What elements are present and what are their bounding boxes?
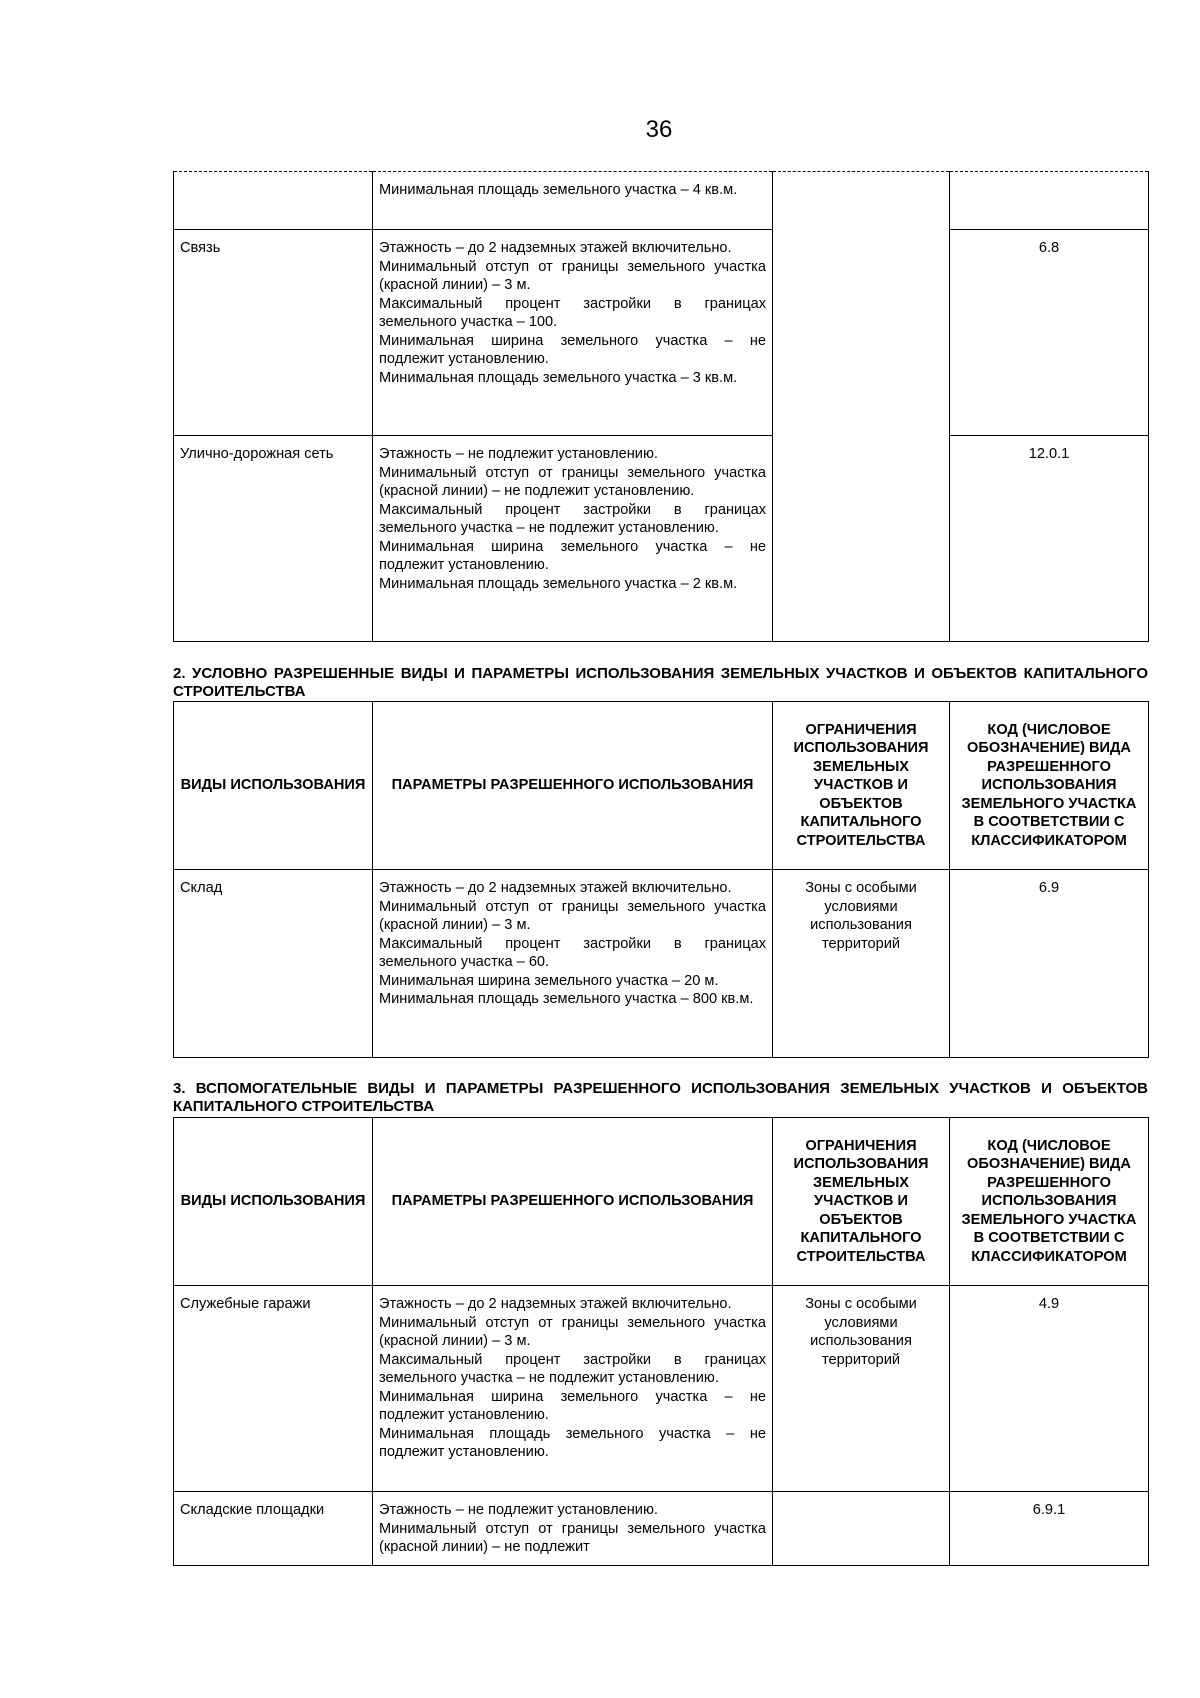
table-row	[174, 1286, 1149, 1492]
use-name-cell	[174, 172, 373, 230]
section-2-title: 2. УСЛОВНО РАЗРЕШЕННЫЕ ВИДЫ И ПАРАМЕТРЫ ИСПОЛЬЗОВАНИЯ ЗЕМЕЛЬНЫХ УЧАСТКОВ И ОБЪЕКТОВ КАПИТАЛЬНОГО СТРОИТЕЛЬСТВА	[173, 665, 1148, 700]
use-name-cell: Складские площадки	[174, 1492, 373, 1566]
param-line: Этажность – не подлежит установлению.	[379, 1502, 658, 1518]
table-row	[174, 436, 1149, 642]
param-line: Минимальная площадь земельного участка – не подлежит установлению.	[379, 1425, 766, 1460]
table-header-row	[174, 702, 1149, 870]
params-cell	[373, 230, 773, 436]
param-line: Минимальный отступ от границы земельного участка (красной линии) – 3 м.	[379, 258, 766, 293]
header-restrictions: ОГРАНИЧЕНИЯ ИСПОЛЬЗОВАНИЯ ЗЕМЕЛЬНЫХ УЧАСТКОВ И ОБЪЕКТОВ КАПИТАЛЬНОГО СТРОИТЕЛЬСТВА	[773, 702, 950, 870]
table-row	[174, 172, 1149, 230]
param-line: Минимальная площадь земельного участка – 3 кв.м.	[379, 369, 738, 386]
auxiliary-uses-table	[173, 1117, 1149, 1566]
table-row	[174, 1492, 1149, 1566]
section-3-title: 3. ВСПОМОГАТЕЛЬНЫЕ ВИДЫ И ПАРАМЕТРЫ РАЗРЕШЕННОГО ИСПОЛЬЗОВАНИЯ ЗЕМЕЛЬНЫХ УЧАСТКОВ И ОБЪЕКТОВ КАПИТАЛЬНОГО СТРОИТЕЛЬСТВА	[173, 1080, 1148, 1115]
params-cell	[373, 1286, 773, 1492]
params-cell	[373, 1492, 773, 1566]
table-row	[174, 230, 1149, 436]
header-code: КОД (ЧИСЛОВОЕ ОБОЗНАЧЕНИЕ) ВИДА РАЗРЕШЕННОГО ИСПОЛЬЗОВАНИЯ ЗЕМЕЛЬНОГО УЧАСТКА В СООТВЕТСТВИИ С КЛАССИФИКАТОРОМ	[950, 1118, 1149, 1286]
code-cell	[950, 172, 1149, 230]
permitted-uses-table-continuation	[173, 171, 1149, 642]
param-line: Минимальный отступ от границы земельного участка (красной линии) – 3 м.	[379, 1314, 766, 1349]
param-line: Максимальный процент застройки в границах земельного участка – не подлежит установлению.	[379, 1351, 766, 1386]
table-header-row	[174, 1118, 1149, 1286]
use-name-cell: Улично-дорожная сеть	[174, 436, 373, 642]
param-line: Этажность – до 2 надземных этажей включительно.	[379, 1296, 732, 1312]
header-use-types: ВИДЫ ИСПОЛЬЗОВАНИЯ	[174, 1118, 373, 1286]
param-line: Этажность – не подлежит установлению.	[379, 446, 658, 462]
param-line: Минимальный отступ от границы земельного участка (красной линии) – 3 м.	[379, 898, 766, 933]
header-params: ПАРАМЕТРЫ РАЗРЕШЕННОГО ИСПОЛЬЗОВАНИЯ	[373, 1118, 773, 1286]
header-params: ПАРАМЕТРЫ РАЗРЕШЕННОГО ИСПОЛЬЗОВАНИЯ	[373, 702, 773, 870]
param-line: Минимальная ширина земельного участка – не подлежит установлению.	[379, 538, 766, 573]
restriction-cell	[773, 172, 950, 642]
param-line: Минимальная ширина земельного участка – не подлежит установлению.	[379, 332, 766, 367]
param-line: Минимальный отступ от границы земельного участка (красной линии) – не подлежит	[379, 1520, 766, 1555]
code-cell: 6.9.1	[950, 1492, 1149, 1566]
header-use-types: ВИДЫ ИСПОЛЬЗОВАНИЯ	[174, 702, 373, 870]
use-name-cell: Служебные гаражи	[174, 1286, 373, 1492]
table-row	[174, 870, 1149, 1058]
use-name-cell: Связь	[174, 230, 373, 436]
header-restrictions: ОГРАНИЧЕНИЯ ИСПОЛЬЗОВАНИЯ ЗЕМЕЛЬНЫХ УЧАСТКОВ И ОБЪЕКТОВ КАПИТАЛЬНОГО СТРОИТЕЛЬСТВА	[773, 1118, 950, 1286]
code-cell: 12.0.1	[950, 436, 1149, 642]
param-line: Минимальная площадь земельного участка – 2 кв.м.	[379, 575, 738, 592]
param-line: Максимальный процент застройки в границах земельного участка – 100.	[379, 295, 766, 330]
params-cell	[373, 436, 773, 642]
param-line: Этажность – до 2 надземных этажей включительно.	[379, 240, 732, 256]
params-cell	[373, 172, 773, 230]
page-number: 36	[645, 116, 673, 143]
restriction-cell	[773, 1492, 950, 1566]
param-line: Минимальная площадь земельного участка – 800 кв.м.	[379, 991, 754, 1007]
param-line: Минимальная площадь земельного участка – 4 кв.м.	[379, 182, 738, 198]
param-line: Минимальная ширина земельного участка – не подлежит установлению.	[379, 1388, 766, 1423]
param-line: Минимальный отступ от границы земельного участка (красной линии) – не подлежит установлению.	[379, 464, 766, 499]
restriction-cell: Зоны с особыми условиями использования территорий	[773, 870, 950, 1058]
code-cell: 4.9	[950, 1286, 1149, 1492]
use-name-cell: Склад	[174, 870, 373, 1058]
restriction-cell: Зоны с особыми условиями использования территорий	[773, 1286, 950, 1492]
conditional-uses-table	[173, 701, 1149, 1058]
param-line: Максимальный процент застройки в границах земельного участка – 60.	[379, 935, 766, 970]
header-code: КОД (ЧИСЛОВОЕ ОБОЗНАЧЕНИЕ) ВИДА РАЗРЕШЕННОГО ИСПОЛЬЗОВАНИЯ ЗЕМЕЛЬНОГО УЧАСТКА В СООТВЕТСТВИИ С КЛАССИФИКАТОРОМ	[950, 702, 1149, 870]
param-line: Максимальный процент застройки в границах земельного участка – не подлежит установлению.	[379, 501, 766, 536]
param-line: Этажность – до 2 надземных этажей включительно.	[379, 880, 732, 896]
code-cell: 6.9	[950, 870, 1149, 1058]
code-cell: 6.8	[950, 230, 1149, 436]
params-cell	[373, 870, 773, 1058]
param-line: Минимальная ширина земельного участка – 20 м.	[379, 972, 719, 989]
